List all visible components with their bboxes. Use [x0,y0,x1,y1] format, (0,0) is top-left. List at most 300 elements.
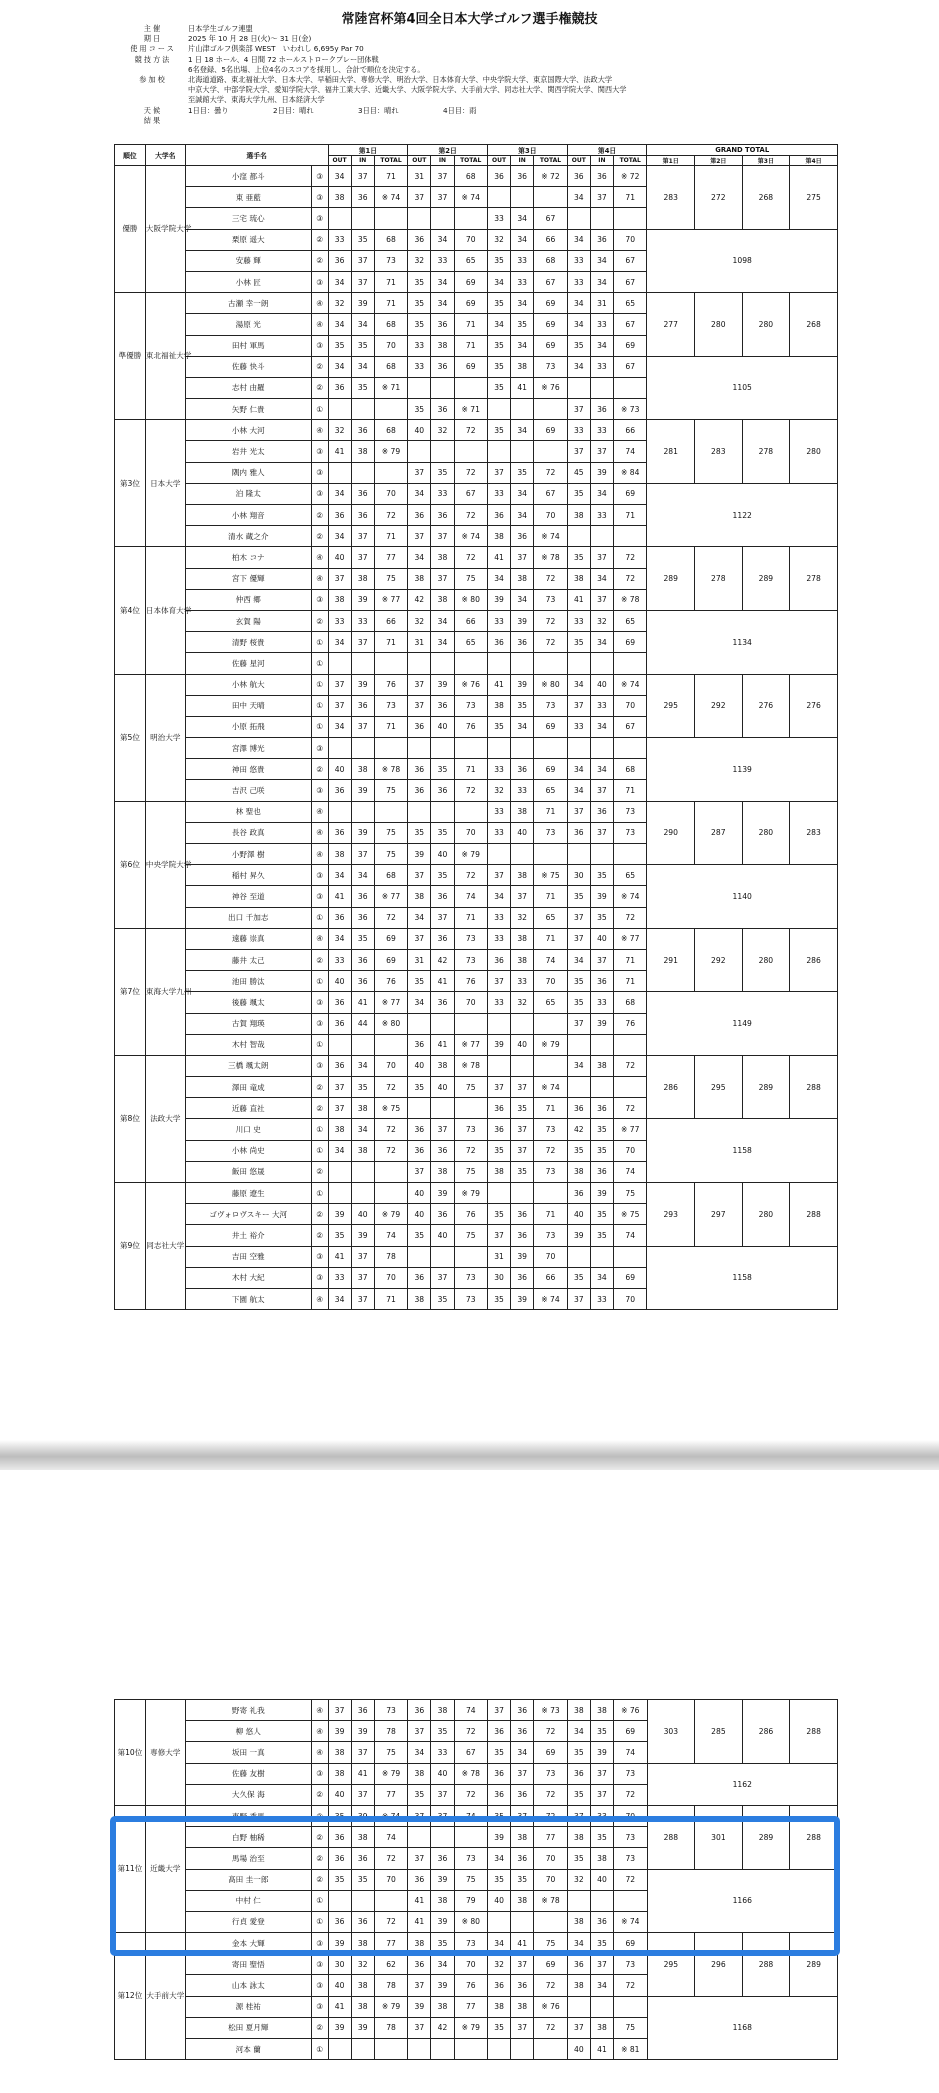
score-cell: 38 [487,695,510,716]
score-cell: 70 [534,1848,567,1869]
info-row [118,95,818,105]
score-cell: 34 [431,1954,454,1975]
score-cell: 76 [374,674,407,695]
score-cell [454,653,487,674]
score-cell: 35 [590,907,613,928]
score-cell: 36 [567,822,590,843]
score-cell: 38 [488,1996,511,2017]
team-rank: 第9位 [115,1183,146,1310]
table-row [115,738,838,759]
player-name: 玄賀 陽 [185,610,311,631]
player-name: 川口 史 [185,1119,311,1140]
score-cell: 39 [511,1288,534,1309]
score-cell: 36 [511,1204,534,1225]
player-name: 柏木 コナ [185,547,311,568]
score-cell [534,844,567,865]
player-name: 吉沢 己咲 [185,780,311,801]
player-name: 湯原 光 [185,314,311,335]
score-cell [351,1034,374,1055]
score-cell: 35 [511,1098,534,1119]
score-cell: 71 [613,780,646,801]
score-cell: 39 [487,1034,510,1055]
score-cell: 72 [454,865,487,886]
score-cell: 34 [351,314,374,335]
score-cell: 33 [328,949,351,970]
score-cell: 38 [431,1055,454,1076]
score-cell: 36 [590,1161,613,1182]
score-cell: ※ 78 [374,759,407,780]
score-cell: 35 [487,1204,510,1225]
score-cell [374,738,407,759]
result-row [118,116,818,126]
score-cell [328,462,351,483]
score-cell: 38 [567,1827,590,1848]
score-cell: 36 [511,1848,534,1869]
score-cell [328,399,351,420]
header-day2: 第2日 [408,145,488,156]
score-cell: ※ 80 [534,674,567,695]
score-cell: 71 [534,801,567,822]
score-cell: 32 [590,610,613,631]
score-cell: 41 [511,377,534,398]
info-row [118,85,818,95]
score-cell [534,1183,567,1204]
score-cell: 36 [487,949,510,970]
score-cell: ※ 79 [374,1763,407,1784]
score-cell: 76 [613,1013,646,1034]
score-cell: 38 [408,1763,431,1784]
score-cell [614,1996,647,2017]
score-cell: 34 [590,568,613,589]
score-cell [567,1246,590,1267]
score-cell: 69 [374,949,407,970]
document-page-2 [0,1470,939,2093]
score-cell: 69 [613,1267,646,1288]
score-cell: 35 [487,1140,510,1161]
grand-day-total: 278 [790,547,838,611]
player-year: ④ [311,1721,328,1742]
score-cell [328,1890,351,1911]
score-cell: 34 [488,1848,511,1869]
score-cell: 35 [408,399,431,420]
score-cell: 36 [328,780,351,801]
score-cell: 33 [328,1267,351,1288]
score-cell: 70 [614,1805,647,1826]
score-cell: 35 [408,293,431,314]
score-cell: 67 [613,271,646,292]
player-name: 田中 天晴 [185,695,311,716]
score-cell: 38 [408,1933,431,1954]
player-name: 宮澤 博光 [185,738,311,759]
score-cell: 70 [534,1869,567,1890]
score-cell: 67 [534,208,567,229]
score-cell: 38 [431,1161,454,1182]
score-cell: 34 [408,1742,431,1763]
score-cell: 35 [351,1869,374,1890]
player-name: 小林 尚史 [185,1140,311,1161]
score-cell [511,399,534,420]
score-cell: 68 [374,865,407,886]
player-year: ① [311,695,328,716]
score-cell [374,462,407,483]
score-cell: 36 [431,314,454,335]
score-cell: 36 [351,483,374,504]
score-cell: 37 [590,589,613,610]
score-cell: 72 [374,505,407,526]
score-cell: 35 [408,822,431,843]
score-cell: 38 [590,1700,613,1721]
header-total: TOTAL [534,156,567,166]
score-cell: 35 [431,1288,454,1309]
score-cell: 67 [613,314,646,335]
score-cell: 35 [590,1204,613,1225]
player-name: 坂田 一真 [185,1742,311,1763]
table-row [115,801,838,822]
score-cell: 74 [454,886,487,907]
score-cell: 40 [351,1204,374,1225]
score-cell: 69 [534,1954,567,1975]
score-cell: 37 [511,2017,534,2038]
score-cell: 68 [374,314,407,335]
score-cell: 70 [454,229,487,250]
grand-day-total: 285 [695,1700,743,1764]
score-cell: 38 [351,1098,374,1119]
info-label: 期日 [143,34,163,44]
score-cell: 36 [431,780,454,801]
grand-day-total: 295 [647,1933,695,1997]
score-cell: 76 [454,716,487,737]
score-cell: 65 [534,780,567,801]
score-cell: 36 [488,1721,511,1742]
score-cell: 74 [614,1742,647,1763]
score-cell [567,377,590,398]
team-university: 明治大学 [145,674,185,801]
score-cell: 36 [351,695,374,716]
score-cell [613,1246,646,1267]
score-cell: 73 [454,695,487,716]
info-row [118,55,818,65]
score-cell: 72 [534,2017,567,2038]
player-name: 稲村 昇久 [185,865,311,886]
score-cell: 37 [567,695,590,716]
info-label [118,95,188,105]
team-university: 日本大学 [145,420,185,547]
grand-day-total: 278 [695,547,743,611]
player-year: ② [311,250,328,271]
score-cell: 73 [534,589,567,610]
team-grand-total: 1166 [647,1869,837,1933]
player-year: ③ [311,208,328,229]
player-name: ゴヴォロヴスキー 大河 [185,1204,311,1225]
score-cell: 34 [351,1055,374,1076]
team-rank: 優勝 [115,166,146,293]
score-cell [374,653,407,674]
score-cell [454,441,487,462]
player-year: ④ [311,314,328,335]
score-cell: 34 [511,335,534,356]
score-cell: 33 [590,505,613,526]
results-table-page1 [114,144,838,1310]
score-cell: 72 [534,462,567,483]
score-cell: 38 [431,1890,454,1911]
score-cell: 34 [408,547,431,568]
score-cell: 71 [613,187,646,208]
table-row [115,547,838,568]
score-cell: 38 [567,1975,590,1996]
score-cell: 34 [431,632,454,653]
score-cell: ※ 72 [534,166,567,187]
score-cell [487,1183,510,1204]
team-grand-total: 1149 [647,992,838,1056]
score-cell: 36 [328,250,351,271]
score-cell: 71 [374,271,407,292]
score-cell: 70 [374,1055,407,1076]
score-cell [454,1246,487,1267]
score-cell: 37 [351,632,374,653]
score-cell [590,526,613,547]
score-cell: 33 [590,1288,613,1309]
score-cell: 36 [351,907,374,928]
score-cell: 34 [567,949,590,970]
score-cell: 38 [328,589,351,610]
player-year: ② [311,610,328,631]
score-cell: 37 [431,1267,454,1288]
score-cell: 35 [408,971,431,992]
score-cell [567,1034,590,1055]
player-year: ① [311,971,328,992]
score-cell: 39 [511,610,534,631]
grand-day-total: 286 [647,1055,695,1119]
score-cell: 69 [454,271,487,292]
score-cell: 33 [328,229,351,250]
score-cell: 72 [454,1140,487,1161]
score-cell: 74 [613,1225,646,1246]
grand-day-total: 281 [647,420,695,484]
score-cell: 34 [328,632,351,653]
score-cell [534,441,567,462]
score-cell: 34 [431,293,454,314]
score-cell: 71 [454,314,487,335]
score-cell: 38 [511,928,534,949]
score-cell: 35 [567,971,590,992]
score-cell: 33 [487,610,510,631]
score-cell: 33 [487,928,510,949]
score-cell: 36 [408,1267,431,1288]
player-year: ② [311,1225,328,1246]
score-cell: 36 [488,1784,511,1805]
score-cell: 72 [454,420,487,441]
info-row [118,34,818,44]
score-cell: ※ 77 [613,928,646,949]
score-cell: 34 [511,716,534,737]
score-cell [511,441,534,462]
score-cell: 76 [454,1975,487,1996]
player-name: 佐藤 快斗 [185,356,311,377]
score-cell: ※ 73 [534,1700,567,1721]
score-cell: 35 [431,865,454,886]
score-cell: 75 [374,568,407,589]
score-cell: 33 [567,420,590,441]
score-cell: 33 [511,271,534,292]
score-cell [590,208,613,229]
player-name: 小野澤 樹 [185,844,311,865]
score-cell: 32 [328,420,351,441]
score-cell: ※ 74 [614,1911,647,1932]
score-cell: 38 [431,589,454,610]
score-cell: 39 [351,822,374,843]
score-cell: 72 [534,568,567,589]
score-cell: 36 [351,420,374,441]
score-cell: ※ 76 [534,1996,567,2017]
score-cell: 35 [351,928,374,949]
score-cell: 39 [351,1805,374,1826]
info-value: 片山津ゴルフ倶楽部 WEST いわれし 6,695y Par 70 [188,44,364,54]
header-out: OUT [567,156,590,166]
score-cell: 34 [567,356,590,377]
score-cell [454,377,487,398]
score-cell: 36 [511,166,534,187]
score-cell [408,1013,431,1034]
score-cell: 33 [590,695,613,716]
score-cell: 32 [511,992,534,1013]
score-cell: 72 [534,1140,567,1161]
score-cell: 35 [487,1288,510,1309]
score-cell: 35 [511,1869,534,1890]
info-row [118,24,818,34]
player-name: 澤田 竜成 [185,1077,311,1098]
score-cell [567,208,590,229]
score-cell: 39 [328,2017,351,2038]
score-cell: 37 [567,441,590,462]
score-cell: 74 [454,1700,487,1721]
score-cell: 38 [351,568,374,589]
score-cell: 35 [487,377,510,398]
score-cell: 73 [454,1267,487,1288]
score-cell: 34 [567,759,590,780]
score-cell: 33 [487,822,510,843]
score-cell: 72 [454,1721,487,1742]
score-cell: 37 [590,547,613,568]
grand-day-total: 290 [647,801,695,865]
score-cell: ※ 75 [534,865,567,886]
score-cell: 34 [351,1119,374,1140]
score-cell: 37 [408,1721,431,1742]
score-cell: 74 [374,1827,407,1848]
score-cell [511,844,534,865]
score-cell: 73 [374,1700,407,1721]
score-cell: 69 [534,1742,567,1763]
score-cell: 41 [408,1890,431,1911]
weather-values [188,106,818,116]
score-cell: 74 [454,1805,487,1826]
team-grand-total: 1139 [647,738,838,802]
score-cell: 35 [567,632,590,653]
score-cell: 37 [511,1077,534,1098]
score-cell: 38 [328,844,351,865]
score-cell: 72 [374,907,407,928]
score-cell: 36 [431,1848,454,1869]
table-row [115,483,838,504]
score-cell: 39 [328,1204,351,1225]
score-cell: 39 [351,1225,374,1246]
score-cell: 40 [431,844,454,865]
grand-day-total: 280 [742,801,790,865]
score-cell: 37 [511,547,534,568]
score-cell: 36 [511,1700,534,1721]
score-cell: 71 [374,1288,407,1309]
player-year: ① [311,653,328,674]
score-cell: 38 [567,1161,590,1182]
table-row [115,1246,838,1267]
score-cell: 65 [534,992,567,1013]
score-cell: 71 [534,1098,567,1119]
score-cell: 77 [374,1784,407,1805]
score-cell: 41 [351,992,374,1013]
player-year: ③ [311,187,328,208]
score-cell: 36 [328,1911,351,1932]
score-cell: 73 [613,822,646,843]
score-cell: 70 [534,1246,567,1267]
score-cell: 39 [590,1742,613,1763]
grand-day-total: 272 [695,166,743,230]
score-cell: 73 [454,949,487,970]
score-cell: 37 [590,780,613,801]
weather-day: 4日目：雨 [443,105,477,115]
header-g2: 第2日 [695,156,743,166]
grand-day-total: 289 [647,547,695,611]
score-cell: 36 [328,505,351,526]
score-cell: 78 [374,1975,407,1996]
score-cell: 36 [408,229,431,250]
score-cell: 36 [431,505,454,526]
score-cell: 36 [328,992,351,1013]
score-cell: 37 [567,1805,590,1826]
score-cell: 30 [487,1267,510,1288]
score-cell: ※ 75 [613,1204,646,1225]
score-cell: 38 [328,187,351,208]
grand-day-total: 280 [695,293,743,357]
score-cell: 40 [567,2039,590,2060]
score-cell: 36 [351,1700,374,1721]
score-cell: 32 [431,420,454,441]
score-cell: 36 [431,928,454,949]
header-in: IN [431,156,454,166]
score-cell: 36 [511,1975,534,1996]
score-cell: 34 [328,271,351,292]
score-cell: ※ 79 [374,1204,407,1225]
score-cell: 37 [590,187,613,208]
score-cell: 75 [374,844,407,865]
score-cell: ※ 74 [454,187,487,208]
score-cell: 36 [328,377,351,398]
info-label: 参加校 [139,75,167,85]
team-university: 中央学院大学 [145,801,185,928]
score-cell: 38 [511,568,534,589]
score-cell: 35 [567,483,590,504]
team-grand-total: 1134 [647,610,838,674]
player-year: ④ [311,822,328,843]
score-cell: 67 [613,250,646,271]
score-cell [511,738,534,759]
player-name: 行貞 愛登 [185,1911,311,1932]
score-cell: 36 [567,1183,590,1204]
player-name: 志村 由羅 [185,377,311,398]
score-cell: 32 [488,1954,511,1975]
score-cell: ※ 79 [454,2017,487,2038]
score-cell [374,2039,407,2060]
score-cell [511,187,534,208]
score-cell: 36 [487,632,510,653]
